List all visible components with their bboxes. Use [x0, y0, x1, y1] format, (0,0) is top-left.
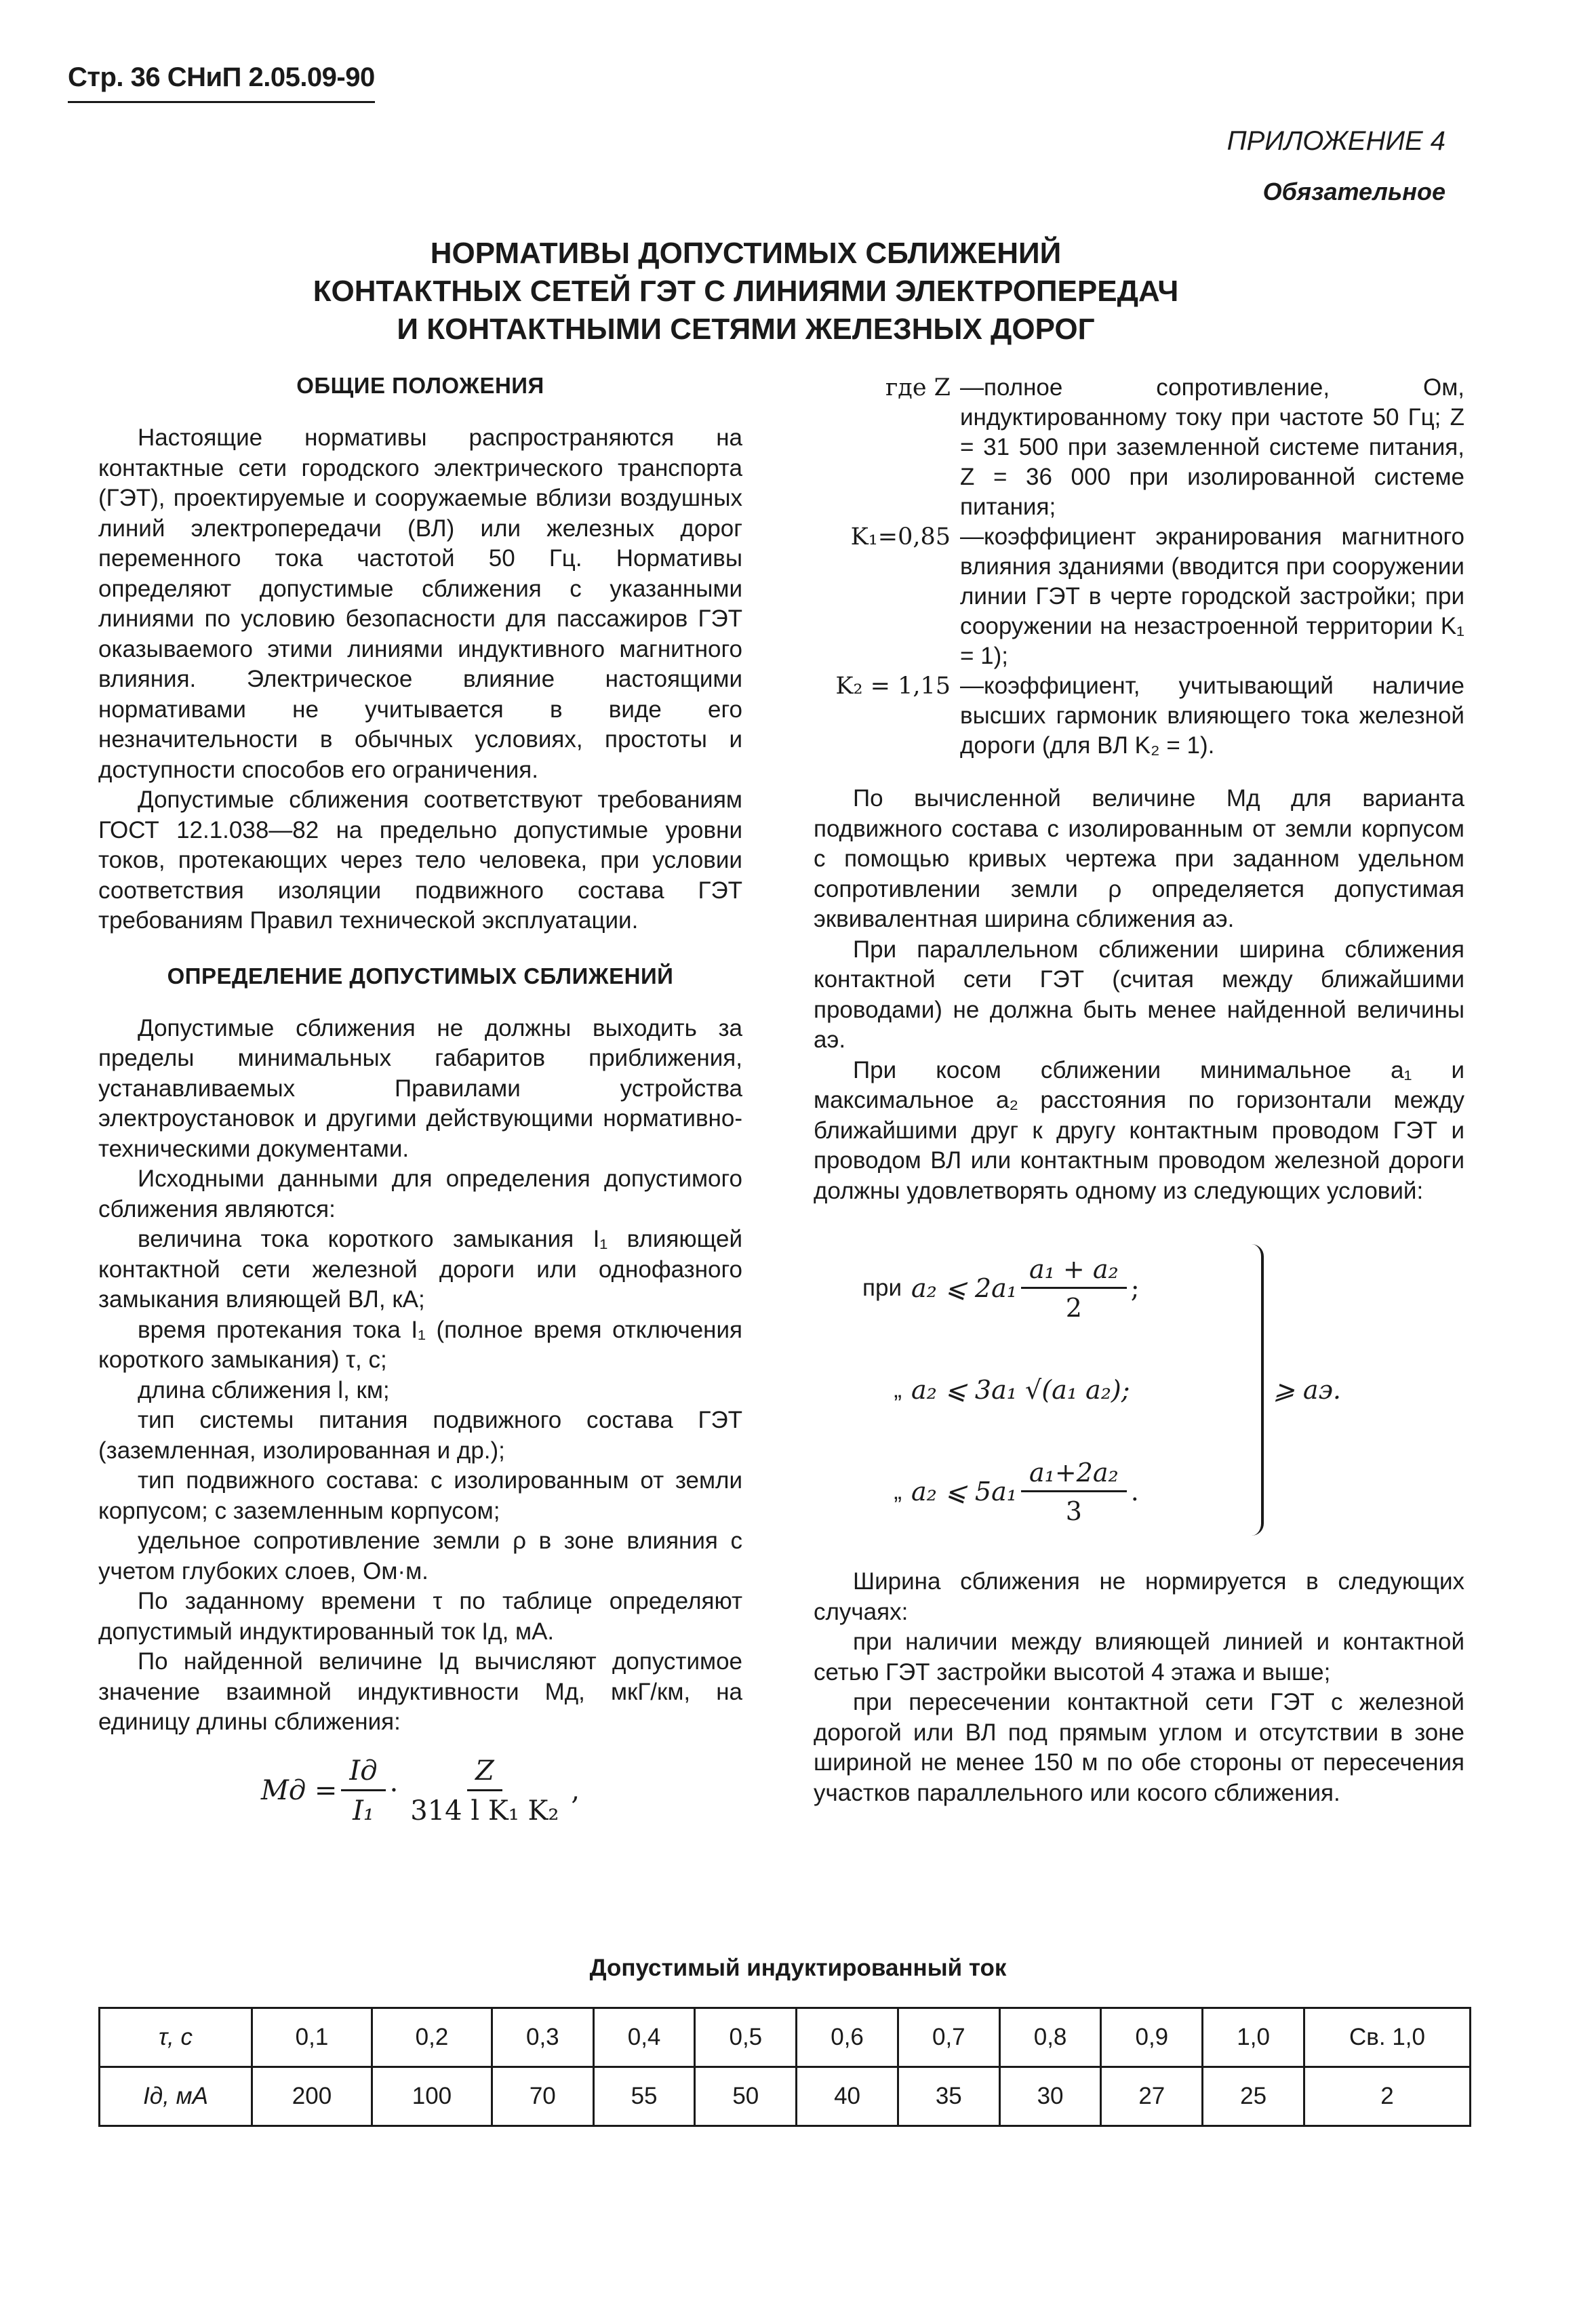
table-cell: 200 — [252, 2067, 372, 2126]
table-cell: 30 — [999, 2067, 1101, 2126]
table-row — [100, 2008, 1471, 2067]
title-line-2: КОНТАКТНЫХ СЕТЕЙ ГЭТ С ЛИНИЯМИ ЭЛЕКТРОПЕРЕДАЧ — [313, 275, 1179, 308]
table-cell: 0,3 — [492, 2008, 593, 2067]
paragraph: По найденной величине Iд вычисляют допустимое значение взаимной индуктивности Mд, мкГ/км, на единицу длины сближения: — [98, 1648, 742, 1735]
condition-lead: „ — [894, 1478, 902, 1504]
fraction — [402, 1755, 567, 1827]
formula-dot: · — [389, 1775, 399, 1806]
title-line-3: И КОНТАКТНЫМИ СЕТЯМИ ЖЕЛЕЗНЫХ ДОРОГ — [397, 313, 1095, 346]
table-cell: 0,5 — [695, 2008, 797, 2067]
list-item: длина сближения l, км; — [138, 1376, 390, 1403]
condition-tail: . — [1130, 1477, 1139, 1507]
condition-row — [814, 1237, 1241, 1339]
table-cell: Св. 1,0 — [1304, 2008, 1471, 2067]
table-cell: 50 — [695, 2067, 797, 2126]
list-item: время протекания тока I₁ (полное время отключения короткого замыкания) τ, с; — [98, 1316, 742, 1373]
table-cell: 0,1 — [252, 2008, 372, 2067]
paragraph: Ширина сближения не нормируется в следующих случаях: — [814, 1568, 1464, 1625]
fraction-denominator: 3 — [1065, 1496, 1082, 1526]
paragraph: Исходными данными для определения допустимого сближения являются: — [98, 1165, 742, 1222]
formula-lhs: Mд = — [260, 1775, 338, 1806]
table-cell: 100 — [372, 2067, 492, 2126]
list-item: удельное сопротивление земли ρ в зоне влияния с учетом глубоких слоев, Ом·м. — [98, 1528, 742, 1584]
appendix-status: Обязательное — [1262, 178, 1445, 205]
table-cell: 55 — [593, 2067, 695, 2126]
formula-md — [98, 1755, 742, 1827]
table-cell: 0,4 — [593, 2008, 695, 2067]
condition-row — [814, 1339, 1241, 1441]
condition-lead: „ — [894, 1376, 902, 1403]
fraction — [341, 1755, 385, 1827]
table-cell: 70 — [492, 2067, 593, 2126]
appendix-label: ПРИЛОЖЕНИЕ 4 — [1226, 126, 1445, 156]
definition-text: —коэффициент экранирования магнитного влияния зданиями (вводится при сооружении линии ГЭТ в черте городской застройки; при сооружении на незастроенной территории K₁ = 1); — [960, 523, 1464, 669]
paragraph: при пересечении контактной сети ГЭТ с железной дорогой или ВЛ под прямым углом и отсутствии в зоне шириной не менее 150 м по обе стороны от пересечения участков параллельного или косого сближения. — [814, 1689, 1464, 1806]
table-title: Допустимый индуктированный ток — [589, 1955, 1007, 1981]
table-cell: 0,8 — [999, 2008, 1101, 2067]
fraction-numerator: Iд — [341, 1755, 385, 1791]
table-cell: 0,7 — [898, 2008, 999, 2067]
conditions-rows — [814, 1237, 1241, 1542]
condition-rhs: ⩾ aэ. — [1273, 1375, 1341, 1405]
table-cell: 35 — [898, 2067, 999, 2126]
condition-row — [814, 1441, 1241, 1542]
condition-tail: ; — [1130, 1273, 1140, 1303]
left-column — [98, 373, 742, 1827]
table-cell: 0,2 — [372, 2008, 492, 2067]
list-item: тип системы питания подвижного состава ГЭТ (заземленная, изолированная и др.); — [98, 1407, 742, 1464]
list-item: величина тока короткого замыкания I₁ влияющей контактной сети железной дороги или однофазного замыкания влияющей ВЛ, кА; — [98, 1226, 742, 1313]
table-row — [100, 2067, 1471, 2126]
definition-text: —полное сопротивление, Ом, индуктированному току при частоте 50 Гц; Z = 31 500 при заземленной системе питания, Z = 36 000 при изолированной системе питания; — [960, 374, 1464, 520]
paragraph: По заданному времени τ по таблице определяют допустимый индуктированный ток Iд, мА. — [98, 1588, 742, 1645]
fraction-denominator: I₁ — [353, 1795, 374, 1827]
fraction-numerator: a₁ + a₂ — [1021, 1254, 1127, 1289]
title-line-1: НОРМАТИВЫ ДОПУСТИМЫХ СБЛИЖЕНИЙ — [430, 237, 1062, 270]
condition-lead: при — [862, 1275, 902, 1301]
paragraph: При косом сближении минимальное a₁ и максимальное a₂ расстояния по горизонтали между ближайшими друг к другу контактным проводом ГЭТ и проводом ВЛ или контактным проводом железной дороги должны удовлетворять одному из следующих условий: — [814, 1056, 1464, 1204]
condition-expr: a₂ ⩽ 3a₁ √(a₁ a₂); — [911, 1375, 1130, 1405]
table-cell: 40 — [797, 2067, 898, 2126]
fraction-denominator: 314 l K₁ K₂ — [410, 1795, 559, 1827]
table-cell: 2 — [1304, 2067, 1471, 2126]
table-cell: 0,6 — [797, 2008, 898, 2067]
running-head: Стр. 36 СНиП 2.05.09-90 — [68, 62, 375, 103]
paragraph: Допустимые сближения не должны выходить за пределы минимальных габаритов приближения, устанавливаемых Правилами устройства электроустановок и другими действующими нормативно-техническими документами. — [98, 1014, 742, 1162]
section-heading-definition: ОПРЕДЕЛЕНИЕ ДОПУСТИМЫХ СБЛИЖЕНИЙ — [167, 963, 674, 989]
table-row-header: Iд, мА — [100, 2067, 252, 2126]
induced-current-table — [98, 2007, 1471, 2127]
fraction-numerator: a₁+2a₂ — [1021, 1458, 1127, 1492]
section-heading-general: ОБЩИЕ ПОЛОЖЕНИЯ — [296, 373, 544, 398]
condition-expr: a₂ ⩽ 2a₁ — [911, 1273, 1017, 1303]
paragraph: По вычисленной величине Mд для варианта подвижного состава с изолированным от земли корпусом с помощью кривых чертежа при заданном удельном сопротивлении земли ρ определяется допустимая эквивалентная ширина сближения aэ. — [814, 785, 1464, 932]
conditions-block — [814, 1237, 1464, 1542]
definition-text: —коэффициент, учитывающий наличие высших гармоник влияющего тока железной дороги (для ВЛ K₂ = 1). — [960, 673, 1464, 759]
fraction — [1021, 1254, 1127, 1323]
table-row-header: τ, с — [100, 2008, 252, 2067]
paragraph: Допустимые сближения соответствуют требованиям ГОСТ 12.1.038—82 на предельно допустимые уровни токов, протекающих через тело человека, при условии соответствия изоляции подвижного состава ГЭТ требованиям Правил технической эксплуатации. — [98, 786, 742, 934]
definition-term: K₂ = 1,15 — [835, 673, 951, 700]
definition-term: где Z — [885, 374, 951, 401]
paragraph: Настоящие нормативы распространяются на контактные сети городского электрического транспорта (ГЭТ), проектируемые и сооружаемые вблизи воздушных линий электропередачи (ВЛ) или железных дорог переменного тока частотой 50 Гц. Нормативы определяют допустимые сближения с указанными линиями по условию безопасности для пассажиров ГЭТ оказываемого этими линиями индуктивного магнитного влияния. Электрическое влияние настоящими нормативами не учитывается в виде его незначительности в обычных условиях, простоты и доступности способов его ограничения. — [98, 424, 742, 783]
definitions-list — [814, 373, 1464, 761]
right-column — [814, 373, 1464, 1808]
table-cell: 25 — [1203, 2067, 1304, 2126]
table-cell: 27 — [1101, 2067, 1203, 2126]
list-item: тип подвижного состава: с изолированным от земли корпусом; с заземленным корпусом; — [98, 1467, 742, 1524]
condition-expr: a₂ ⩽ 5a₁ — [911, 1477, 1017, 1507]
table-cell: 0,9 — [1101, 2008, 1203, 2067]
formula-tail: , — [571, 1775, 580, 1806]
document-title — [136, 235, 1356, 348]
fraction-numerator: Z — [467, 1755, 502, 1791]
table-cell: 1,0 — [1203, 2008, 1304, 2067]
definition-term: K₁=0,85 — [850, 523, 951, 551]
fraction — [1021, 1458, 1127, 1526]
paragraph: При параллельном сближении ширина сближения контактной сети ГЭТ (считая между ближайшими проводами) не должна быть менее найденной величины aэ. — [814, 936, 1464, 1053]
paragraph: при наличии между влияющей линией и контактной сетью ГЭТ застройки высотой 4 этажа и выше; — [814, 1629, 1464, 1685]
fraction-denominator: 2 — [1065, 1292, 1082, 1323]
right-brace — [1241, 1244, 1264, 1536]
